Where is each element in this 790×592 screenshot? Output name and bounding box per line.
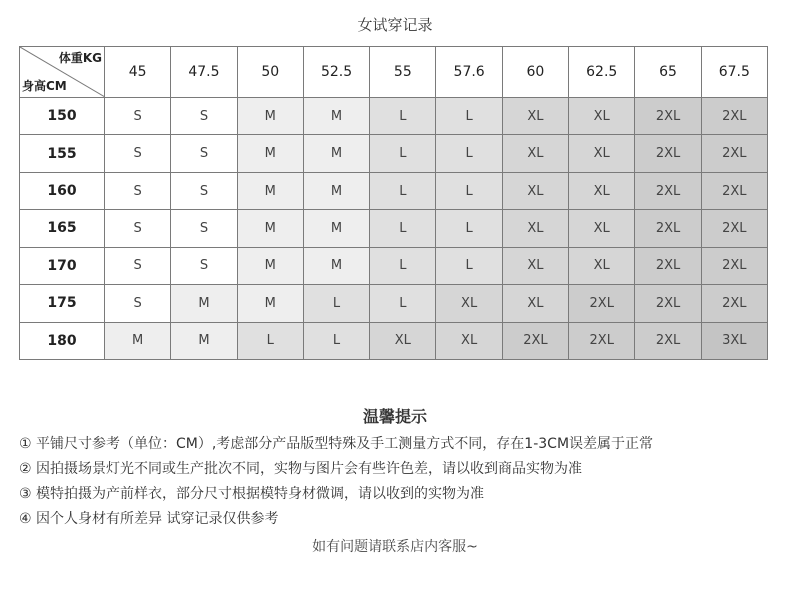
size-cell: 2XL [635,135,701,172]
tips-list [19,432,779,532]
size-cell: M [237,210,303,247]
size-cell: M [303,247,369,284]
size-cell: M [237,98,303,135]
tip-item: ③ 模特拍摄为产前样衣，部分尺寸根据模特身材微调，请以收到的实物为准 [19,486,484,502]
table-row [20,172,768,209]
size-cell: M [105,322,171,359]
size-cell: XL [502,247,568,284]
customer-service-note: 如有问题请联系店内客服~ [312,539,478,555]
size-cell: XL [569,135,635,172]
size-cell: S [105,210,171,247]
weight-header-cell: 65 [635,47,701,98]
size-cell: XL [502,135,568,172]
table-row [20,135,768,172]
size-cell: S [105,172,171,209]
table-row [20,247,768,284]
size-cell: XL [502,210,568,247]
size-cell: S [171,210,237,247]
size-cell: 2XL [502,322,568,359]
size-cell: M [303,172,369,209]
size-cell: L [370,135,436,172]
size-cell: 3XL [701,322,767,359]
size-cell: XL [502,98,568,135]
size-cell: 2XL [635,322,701,359]
size-cell: 2XL [701,98,767,135]
size-cell: 2XL [701,135,767,172]
weight-header-cell: 50 [237,47,303,98]
size-cell: M [237,247,303,284]
weight-header-cell: 45 [105,47,171,98]
size-cell: M [303,135,369,172]
size-cell: 2XL [701,172,767,209]
size-cell: S [171,247,237,284]
size-cell: S [105,135,171,172]
weight-header-cell: 60 [502,47,568,98]
size-cell: 2XL [635,210,701,247]
height-header-cell: 150 [20,98,105,135]
size-cell: 2XL [635,98,701,135]
height-header-cell: 180 [20,322,105,359]
size-cell: 2XL [569,322,635,359]
size-cell: L [303,285,369,322]
size-cell: 2XL [635,247,701,284]
height-header-cell: 155 [20,135,105,172]
weight-header-cell: 47.5 [171,47,237,98]
weight-axis-label: 体重KG [58,51,102,65]
size-cell: XL [436,322,502,359]
tip-item: ④ 因个人身材有所差异 试穿记录仅供参考 [19,511,279,527]
table-row [20,285,768,322]
size-table [19,46,768,360]
weight-header-cell: 55 [370,47,436,98]
size-cell: M [171,285,237,322]
size-cell: L [436,98,502,135]
table-row [20,98,768,135]
table-row [20,210,768,247]
size-cell: 2XL [701,247,767,284]
size-cell: M [237,172,303,209]
size-cell: XL [502,172,568,209]
size-cell: XL [569,247,635,284]
height-axis-label: 身高CM [22,79,67,93]
weight-header-cell: 67.5 [701,47,767,98]
size-cell: XL [569,98,635,135]
table-row [20,322,768,359]
size-cell: M [303,98,369,135]
weight-header-cell: 62.5 [569,47,635,98]
size-cell: L [237,322,303,359]
size-cell: L [370,247,436,284]
size-cell: L [370,210,436,247]
size-cell: L [436,172,502,209]
size-cell: S [171,172,237,209]
weight-header-cell: 52.5 [303,47,369,98]
size-cell: 2XL [701,285,767,322]
size-cell: XL [569,172,635,209]
table-corner-header [20,47,105,98]
page-title: 女试穿记录 [357,16,433,34]
size-cell: XL [436,285,502,322]
size-cell: L [303,322,369,359]
size-cell: 2XL [569,285,635,322]
size-cell: S [105,98,171,135]
weight-header-cell: 57.6 [436,47,502,98]
size-cell: 2XL [635,172,701,209]
size-cell: XL [502,285,568,322]
weight-header-row [20,47,768,98]
size-cell: L [370,98,436,135]
height-header-cell: 170 [20,247,105,284]
height-header-cell: 165 [20,210,105,247]
size-cell: L [436,135,502,172]
height-header-cell: 175 [20,285,105,322]
tips-title: 温馨提示 [362,407,427,426]
size-cell: L [370,285,436,322]
size-table-body [20,98,768,360]
size-cell: M [237,285,303,322]
size-cell: L [436,247,502,284]
size-cell: 2XL [635,285,701,322]
size-cell: S [171,98,237,135]
height-header-cell: 160 [20,172,105,209]
size-cell: M [237,135,303,172]
size-cell: XL [370,322,436,359]
size-cell: 2XL [701,210,767,247]
size-cell: L [436,210,502,247]
size-cell: S [171,135,237,172]
size-cell: S [105,247,171,284]
size-cell: M [303,210,369,247]
size-cell: XL [569,210,635,247]
size-cell: M [171,322,237,359]
size-cell: S [105,285,171,322]
tip-item: ① 平铺尺寸参考（单位：CM）,考虑部分产品版型特殊及手工测量方式不同，存在1-3CM误差属于正常 [19,436,654,452]
tip-item: ② 因拍摄场景灯光不同或生产批次不同，实物与图片会有些许色差，请以收到商品实物为准 [19,461,582,477]
size-cell: L [370,172,436,209]
